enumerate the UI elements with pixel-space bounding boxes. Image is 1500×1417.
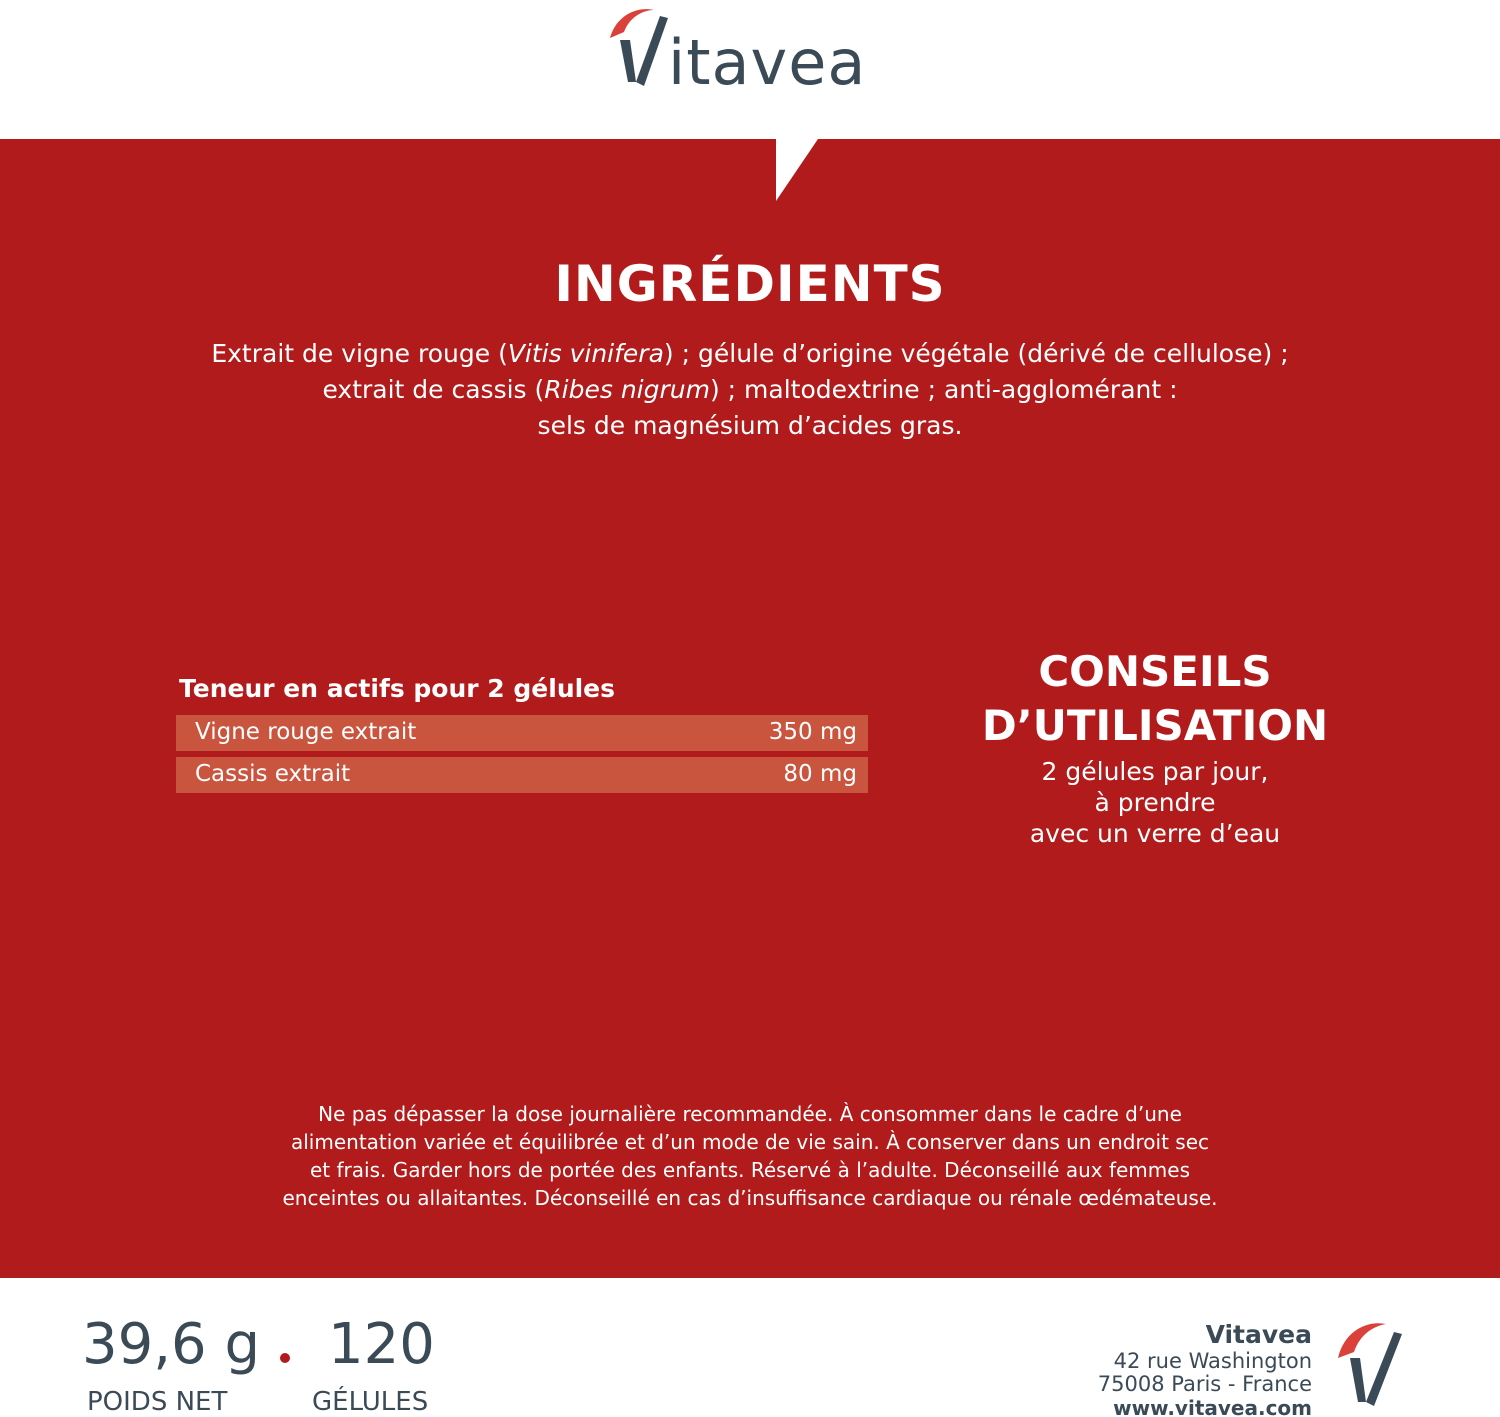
ingredients-title: INGRÉDIENTS [554,255,946,313]
company-address [952,1320,1312,1417]
actif-value: 350 mg [768,719,857,745]
address-line-2: 75008 Paris - France [1097,1372,1312,1396]
conseils-line-2: à prendre [1094,788,1216,817]
conseils-title-line-1: CONSEILS [1038,647,1272,696]
conseils-title [955,645,1355,753]
warning-line-3: et frais. Garder hors de portée des enfants. Réservé à l’adulte. Déconseillé aux femmes [309,1158,1190,1182]
conseils-text [955,756,1355,849]
actifs-row [176,757,868,793]
net-weight: 39,6 g [82,1312,261,1377]
separator-dot [280,1353,290,1363]
ingredients-line-3: sels de magnésium d’acides gras. [537,411,963,440]
ingredients-line-2: extrait de cassis (Ribes nigrum) ; maltodextrine ; anti-agglomérant : [322,375,1178,404]
actif-name: Cassis extrait [195,761,351,787]
warning-line-2: alimentation variée et équilibrée et d’un mode de vie sain. À conserver dans un endroit sec [290,1130,1209,1154]
ingredients-text [100,336,1400,444]
actif-name: Vigne rouge extrait [195,719,417,745]
actifs-title: Teneur en actifs pour 2 gélules [179,674,616,703]
conseils-line-1: 2 gélules par jour, [1041,757,1269,786]
warning-text [150,1100,1350,1212]
capsule-count-label: GÉLULES [312,1387,429,1417]
company-name: Vitavea [1205,1320,1312,1349]
vitavea-logo [606,4,896,99]
address-line-1: 42 rue Washington [1113,1349,1312,1373]
warning-line-4: enceintes ou allaitantes. Déconseillé en cas d’insuffisance cardiaque ou rénale œdémateuse. [282,1186,1218,1210]
logo-wordmark: itavea [668,26,867,99]
vitavea-v-icon [606,4,676,94]
conseils-title-line-2: D’UTILISATION [981,701,1329,750]
actifs-row [176,715,868,751]
website-link[interactable]: www.vitavea.com [1113,1396,1312,1417]
vitavea-v-icon [1336,1318,1408,1410]
speech-notch [776,139,818,201]
actif-value: 80 mg [783,761,857,787]
conseils-line-3: avec un verre d’eau [1029,819,1281,848]
net-weight-label: POIDS NET [87,1387,228,1417]
ingredients-line-1: Extrait de vigne rouge (Vitis vinifera) ; gélule d’origine végétale (dérivé de cellulose) ; [211,339,1289,368]
actifs-table [176,715,868,799]
warning-line-1: Ne pas dépasser la dose journalière recommandée. À consommer dans le cadre d’une [318,1102,1182,1126]
capsule-count: 120 [328,1312,435,1377]
